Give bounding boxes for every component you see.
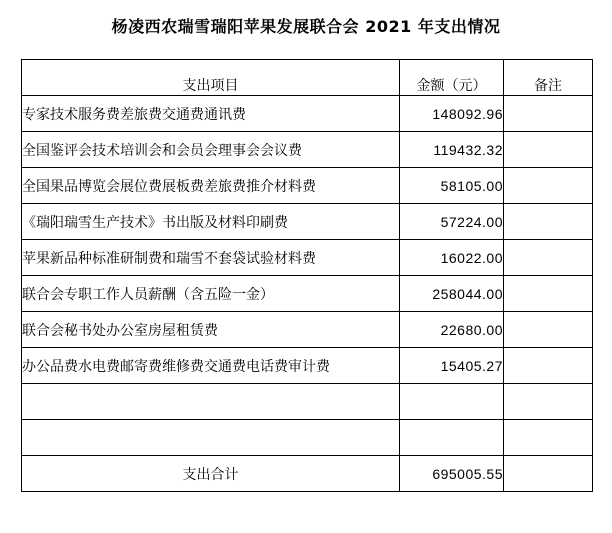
row-amount: 16022.00 [400,240,504,276]
row-item: 《瑞阳瑞雪生产技术》书出版及材料印刷费 [22,204,400,240]
row-item: 联合会秘书处办公室房屋租赁费 [22,312,400,348]
row-note [504,348,593,384]
table-row-empty [22,384,593,420]
total-amount: 695005.55 [400,456,504,492]
table-row [22,96,593,132]
page-title: 杨凌西农瑞雪瑞阳苹果发展联合会 2021 年支出情况 [111,17,501,36]
header-amount: 金额（元） [400,60,504,96]
row-item: 全国果品博览会展位费展板费差旅费推介材料费 [22,168,400,204]
table-row [22,312,593,348]
row-note [504,276,593,312]
row-amount: 15405.27 [400,348,504,384]
expense-table [21,59,593,492]
total-label: 支出合计 [22,456,400,492]
table-total-row [22,456,593,492]
row-note [504,168,593,204]
table-row-empty [22,420,593,456]
row-item: 苹果新品种标准研制费和瑞雪不套袋试验材料费 [22,240,400,276]
row-note [504,384,593,420]
row-item: 专家技术服务费差旅费交通费通讯费 [22,96,400,132]
row-item: 办公品费水电费邮寄费维修费交通费电话费审计费 [22,348,400,384]
table-row [22,276,593,312]
row-amount: 58105.00 [400,168,504,204]
row-amount: 148092.96 [400,96,504,132]
row-amount [400,384,504,420]
row-item [22,420,400,456]
table-row [22,348,593,384]
table-row [22,204,593,240]
row-amount: 258044.00 [400,276,504,312]
total-note [504,456,593,492]
row-amount: 119432.32 [400,132,504,168]
row-note [504,132,593,168]
row-item: 全国鉴评会技术培训会和会员会理事会会议费 [22,132,400,168]
table-header-row [22,60,593,96]
row-item: 联合会专职工作人员薪酬（含五险一金） [22,276,400,312]
row-amount: 22680.00 [400,312,504,348]
row-note [504,96,593,132]
row-note [504,240,593,276]
row-amount [400,420,504,456]
row-amount: 57224.00 [400,204,504,240]
header-note: 备注 [504,60,593,96]
table-row [22,240,593,276]
row-note [504,312,593,348]
table-row [22,168,593,204]
header-item: 支出项目 [22,60,400,96]
row-item [22,384,400,420]
row-note [504,204,593,240]
table-row [22,132,593,168]
row-note [504,420,593,456]
